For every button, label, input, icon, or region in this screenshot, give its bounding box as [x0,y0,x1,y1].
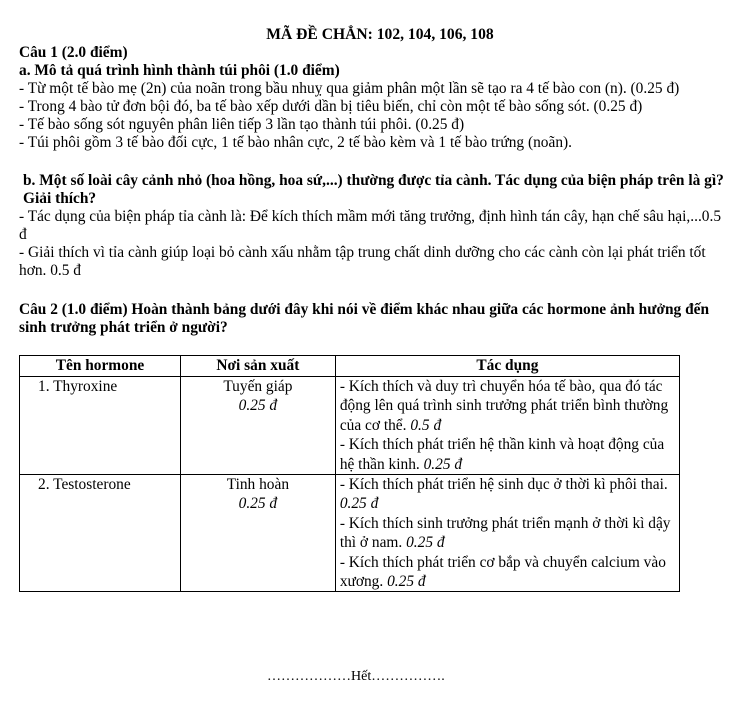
source-score: 0.25 đ [238,397,278,415]
exam-code-title: MÃ ĐỀ CHẲN: 102, 104, 106, 108 [266,26,494,43]
source-organ: Tinh hoàn [226,476,290,494]
effect-score: 0.25 đ [423,455,463,473]
q1a-line-3: - Tế bào sống sót nguyên phân liên tiếp 3 lần tạo thành túi phôi. (0.25 đ) [19,116,465,133]
hormone-name-cell [20,475,181,592]
q1a-line-1: - Từ một tế bào mẹ (2n) của noãn trong bầu nhuỵ qua giảm phân một lần sẽ tạo ra 4 tế bào con (n). (0.25 đ) [19,80,680,97]
effect-item [340,475,675,514]
effect-text: - Kích thích phát triển cơ bắp và chuyển calcium vào xương. [339,553,666,591]
effect-item [340,435,675,474]
q1a-heading: a. Mô tả quá trình hình thành túi phôi (1.0 điểm) [19,62,340,79]
effect-score: 0.25 đ [406,534,445,552]
effect-text: - Kích thích sinh trưởng phát triển mạnh ở thời kì dậy thì ở nam. [339,514,671,552]
col-header-name: Tên hormone [20,356,181,377]
q1a-line-4: - Túi phôi gồm 3 tế bào đối cực, 1 tế bào nhân cực, 2 tế bào kèm và 1 tế bào trứng (noãn). [19,134,572,151]
effect-score: 0.25 đ [387,573,426,591]
document-page [19,26,731,592]
end-marker: ………………Hết……………. [267,669,445,684]
effect-text: - Kích thích và duy trì chuyển hóa tế bào, qua đó tác động lên quá trình sinh trưởng phát triển bình thường của cơ thể. [339,378,669,434]
table-row [20,475,680,592]
q1b-line-1: - Tác dụng của biện pháp tỉa cành là: Để kích thích mầm mới tăng trưởng, định hình tán cây, hạn chế sâu hại,...0.5 đ [19,208,722,243]
q1b-heading: b. Một số loài cây cảnh nhỏ (hoa hồng, hoa sứ,...) thường được tỉa cành. Tác dụng của biện pháp trên là gì? Giải thích? [23,172,724,207]
col-header-effect: Tác dụng [335,356,679,377]
hormone-name-cell [20,377,181,475]
hormone-table [19,355,680,592]
effect-text: - Kích thích phát triển hệ thần kinh và hoạt động của hệ thần kinh. [339,436,665,473]
source-score: 0.25 đ [238,495,278,513]
q2-heading: Câu 2 (1.0 điểm) Hoàn thành bảng dưới đây khi nói về điểm khác nhau giữa các hormone ảnh hưởng đến sinh trưởng phát triển ở người? [19,301,710,336]
effect-cell [335,475,679,592]
source-cell [180,475,335,592]
q1-heading: Câu 1 (2.0 điểm) [19,44,128,61]
source-organ: Tuyến giáp [223,378,293,395]
effect-cell [335,377,679,475]
effect-text: - Kích thích phát triển hệ sinh dục ở thời kì phôi thai. [339,476,668,494]
effect-item [340,377,675,435]
q1b-line-2: - Giải thích vì tỉa cành giúp loại bỏ cành xấu nhằm tập trung chất dinh dưỡng cho các cành còn lại phát triển tốt hơn. 0.5 đ [19,244,706,279]
table-header-row [20,356,680,377]
col-header-source: Nơi sản xuất [180,356,335,377]
q1a-line-2: - Trong 4 bào tử đơn bội đó, ba tế bào xếp dưới dần bị tiêu biến, chỉ còn một tế bào sống sót. (0.25 đ) [19,98,643,115]
effect-item [340,553,675,592]
effect-score: 0.25 đ [339,495,379,513]
effect-score: 0.5 đ [410,416,442,434]
table-row [20,377,680,475]
effect-item [340,514,675,553]
hormone-name: 2. Testosterone [38,476,131,494]
source-cell [180,377,335,475]
hormone-name: 1. Thyroxine [38,378,118,395]
